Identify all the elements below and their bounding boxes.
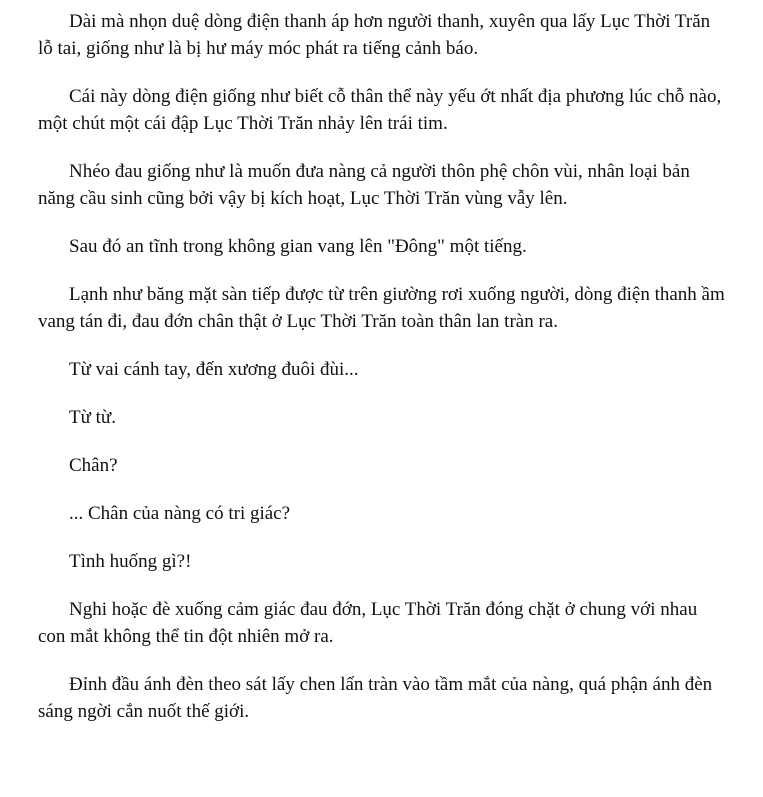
paragraph-5: Lạnh như băng mặt sàn tiếp được từ trên giường rơi xuống người, dòng điện thanh ầm vang tán đi, đau đớn chân thật ở Lục Thời Trăn toàn thân lan tràn ra. — [38, 284, 725, 332]
paragraph-2: Cái này dòng điện giống như biết cỗ thân thể này yếu ớt nhất địa phương lúc chỗ nào, một chút một cái đập Lục Thời Trăn nhảy lên trái tim. — [38, 86, 722, 134]
paragraph-4: Sau đó an tĩnh trong không gian vang lên "Đông" một tiếng. — [69, 236, 527, 257]
paragraph-6: Từ vai cánh tay, đến xương đuôi đùi... — [69, 359, 359, 380]
paragraph-9: ... Chân của nàng có tri giác? — [69, 503, 291, 524]
paragraph-8: Chân? — [69, 455, 118, 476]
paragraph-12: Đỉnh đầu ánh đèn theo sát lấy chen lấn tràn vào tầm mắt của nàng, quá phận ánh đèn sáng ngời cắn nuốt thế giới. — [38, 674, 713, 722]
paragraph-3: Nhéo đau giống như là muốn đưa nàng cả người thôn phệ chôn vùi, nhân loại bản năng cầu sinh cũng bởi vậy bị kích hoạt, Lục Thời Trăn vùng vẫy lên. — [38, 161, 690, 209]
paragraph-11: Nghi hoặc đè xuống cảm giác đau đớn, Lục Thời Trăn đóng chặt ở chung với nhau con mắt không thể tin đột nhiên mở ra. — [38, 599, 698, 647]
paragraph-10: Tình huống gì?! — [69, 551, 192, 572]
paragraph-7: Từ từ. — [69, 407, 116, 428]
document-page — [38, 8, 728, 746]
paragraph-1: Dài mà nhọn duệ dòng điện thanh áp hơn người thanh, xuyên qua lấy Lục Thời Trăn lỗ tai, giống như là bị hư máy móc phát ra tiếng cảnh báo. — [38, 11, 711, 59]
